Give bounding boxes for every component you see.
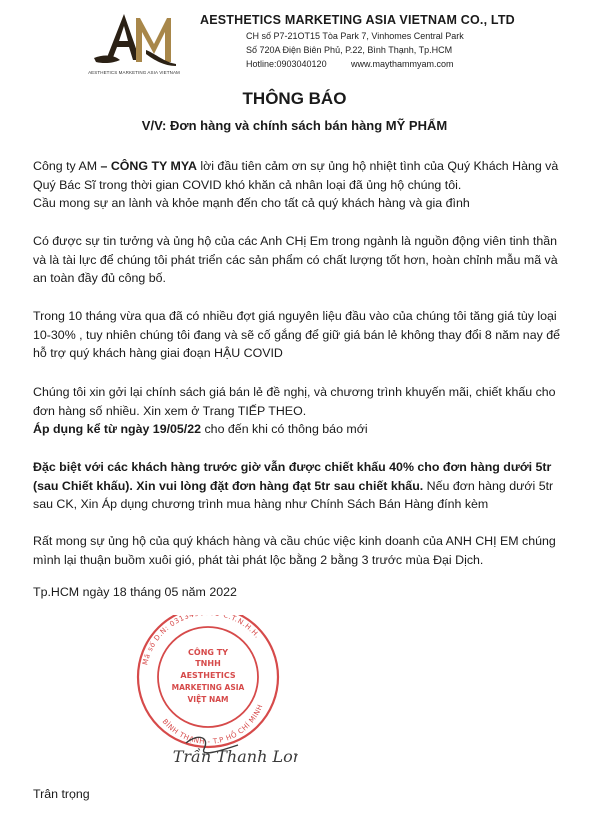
stamp-line-4: MARKETING ASIA [171, 683, 245, 692]
address-line-2: Số 720A Điện Biên Phủ, P.22, Bình Thạnh, Tp.HCM [246, 45, 453, 55]
notice-title: THÔNG BÁO [242, 89, 347, 108]
p1-wishes: Cầu mong sự an lành và khỏe mạnh đến cho tất cả quý khách hàng và gia đình [33, 196, 470, 210]
notice-subject: V/V: Đơn hàng và chính sách bán hàng MỸ PHẨM [141, 118, 448, 133]
p4-policy-text: Chúng tôi xin gởi lại chính sách giá bán lẻ đề nghị, và chương trình khuyến mãi, chiết khấu cho đơn hàng số nhiều. Xin xem ở Trang TIẾP THEO. [33, 385, 556, 418]
stamp-line-1: CÔNG TY [188, 648, 228, 657]
closing-regards: Trân trọng [33, 787, 90, 801]
paragraph-policy [33, 383, 573, 439]
paragraph-discount [33, 458, 573, 514]
logo-caption: AESTHETICS MARKETING ASIA VIETNAM [88, 70, 180, 75]
stamp-seal-icon [128, 615, 298, 775]
contact-line [246, 59, 506, 69]
paragraph-gratitude [33, 157, 573, 213]
p5-discount-note: Nếu đơn hàng dưới 5tr sau CK, Xin Áp dụng chương trình mua hàng như Chính Sách Bán Hàng đính kèm [33, 478, 554, 511]
company-name: AESTHETICS MARKETING ASIA VIETNAM CO., LTD [200, 13, 515, 27]
p5-discount-bold: Đặc biệt với các khách hàng trước giờ vẫn được chiết khấu 40% cho đơn hàng dưới 5tr (sau Chiết khấu). Xin vui lòng đặt đơn hàng đạt 5tr sau chiết khấu. [33, 460, 552, 493]
paragraph-prices: Trong 10 tháng vừa qua đã có nhiều đợt giá nguyên liệu đầu vào của chúng tôi tăng giá tùy loại 10-30% , tuy nhiên chúng tôi đang và sẽ cố gắng để giữ giá bán lẻ không thay đổi 8 năm nay để hỗ trợ quý khách hàng giai đoạn HẬU COVID [33, 309, 561, 360]
hotline: Hotline:0903040120 [246, 59, 327, 69]
stamp-ring-bottom: BÌNH THẠNH - T.P HỒ CHÍ MINH [160, 703, 265, 746]
stamp-ring-text: Mã số D.N: 03134 C.T.N.H.H. [141, 615, 262, 666]
stamp-line-5: VIỆT NAM [187, 695, 229, 704]
signature-name: Trần Thanh Lo [172, 747, 293, 766]
paragraph-trust: Có được sự tin tưởng và ủng hộ của các Anh CHị Em trong ngành là nguồn động viên tinh thần và là tài lực để chúng tôi phát triển các sản phẩm có chất lượng tốt hơn, hoàn chỉnh mẫu mã và an toàn đầy đủ công bố. [33, 234, 558, 285]
company-logo [84, 10, 184, 80]
p1-text-c: lời đầu tiên cảm ơn sự ủng hộ nhiệt tình của Quý Khách Hàng và Quý Bác Sĩ trong thời gian COVID khó khăn cả nhân loại đã ủng hộ chúng tôi. [33, 159, 559, 192]
p1-text-a: Công ty AM [33, 159, 101, 173]
p1-company-name: – CÔNG TY MYA [100, 159, 197, 173]
stamp-line-2: TNHH [195, 659, 221, 668]
website: www.maythammyam.com [351, 59, 454, 69]
p4-effective-date: Áp dụng kể từ ngày 19/05/22 [33, 422, 202, 436]
address-line-1: CH số P7-21OT15 Tòa Park 7, Vinhomes Central Park [246, 31, 464, 41]
date-line: Tp.HCM ngày 18 tháng 05 năm 2022 [33, 585, 237, 599]
letterhead [0, 0, 589, 80]
am-monogram-icon [84, 10, 184, 72]
paragraph-wishes: Rất mong sự ủng hộ của quý khách hàng và cầu chúc việc kinh doanh của ANH CHỊ EM chúng mình lại thuận buồm xuôi gió, phát tài phát lộc bằng 2 bằng 3 trước mùa Đại Dịch. [33, 534, 556, 567]
p4-until-notice: cho đến khi có thông báo mới [201, 422, 368, 436]
company-stamp [128, 615, 298, 775]
stamp-line-3: AESTHETICS [180, 671, 236, 680]
